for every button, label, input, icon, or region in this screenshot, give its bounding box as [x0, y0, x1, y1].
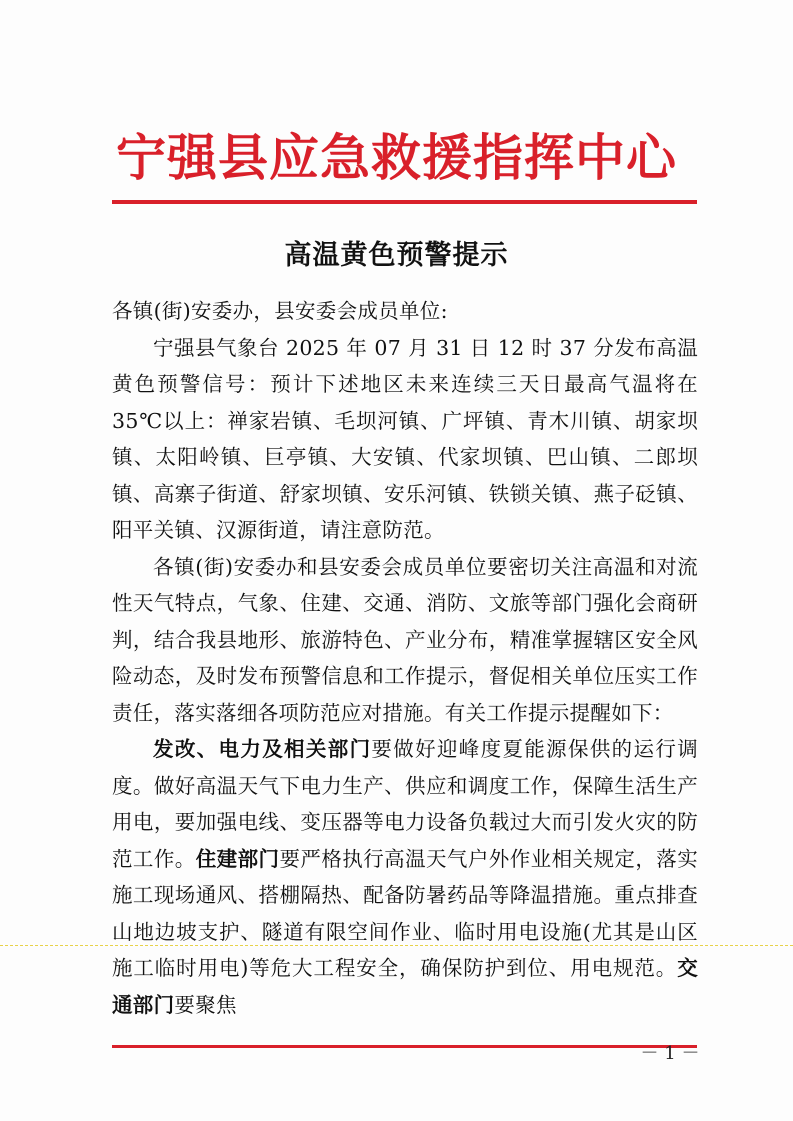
dept-lead-transport: 交通部门: [112, 956, 698, 1017]
paragraph-department-tasks: [112, 731, 698, 1023]
page-number: － 1 －: [640, 1043, 700, 1064]
dept-lead-housing: 住建部门: [195, 846, 280, 871]
paragraph-warning-notice: 宁强县气象台 2025 年 07 月 31 日 12 时 37 分发布高温黄色预警信号：预计下述地区未来连续三天日最高气温将在 35℃以上：禅家岩镇、毛坝河镇、广坪镇、青木川镇、胡家坝镇、太阳岭镇、巨亭镇、大安镇、代家坝镇、巴山镇、二郎坝镇、高寨子街道、舒家坝镇、安乐河镇、铁锁关镇、燕子砭镇、阳平关镇、汉源街道，请注意防范。: [112, 335, 698, 542]
scan-artifact-line: [0, 945, 793, 946]
header-red-rule: [112, 200, 697, 204]
salutation: 各镇(街)安委办，县安委会成员单位:: [112, 299, 448, 323]
paragraph-requirements: 各镇(街)安委办和县安委会成员单位要密切关注高温和对流性天气特点，气象、住建、交通、消防、文旅等部门强化会商研判，结合我县地形、旅游特色、产业分布，精准掌握辖区安全风险动态，及时发布预警信息和工作提示，督促相关单位压实工作责任，落实落细各项防范应对措施。有关工作提示提醒如下：: [112, 554, 698, 725]
dept-text-housing: 要严格执行高温天气户外作业相关规定，落实施工现场通风、搭棚隔热、配备防暑药品等降温措施。重点排查山地边坡支护、隧道有限空间作业、临时用电设施(尤其是山区施工临时用电)等危大工程安全，确保防护到位、用电规范。: [112, 846, 698, 980]
dept-lead-power: 发改、电力及相关部门: [153, 737, 372, 761]
dept-text-transport: 要聚焦: [174, 992, 237, 1017]
footer-red-rule: [112, 1045, 697, 1048]
document-title: 高温黄色预警提示: [284, 240, 509, 271]
organization-header: 宁强县应急救援指挥中心: [116, 128, 677, 187]
document-body: [112, 293, 698, 1023]
dept-text-power: 要做好迎峰度夏能源保供的运行调度。做好高温天气下电力生产、供应和调度工作，保障生活生产用电，要加强电线、变压器等电力设备负载过大而引发火灾的防范工作。: [112, 737, 699, 871]
